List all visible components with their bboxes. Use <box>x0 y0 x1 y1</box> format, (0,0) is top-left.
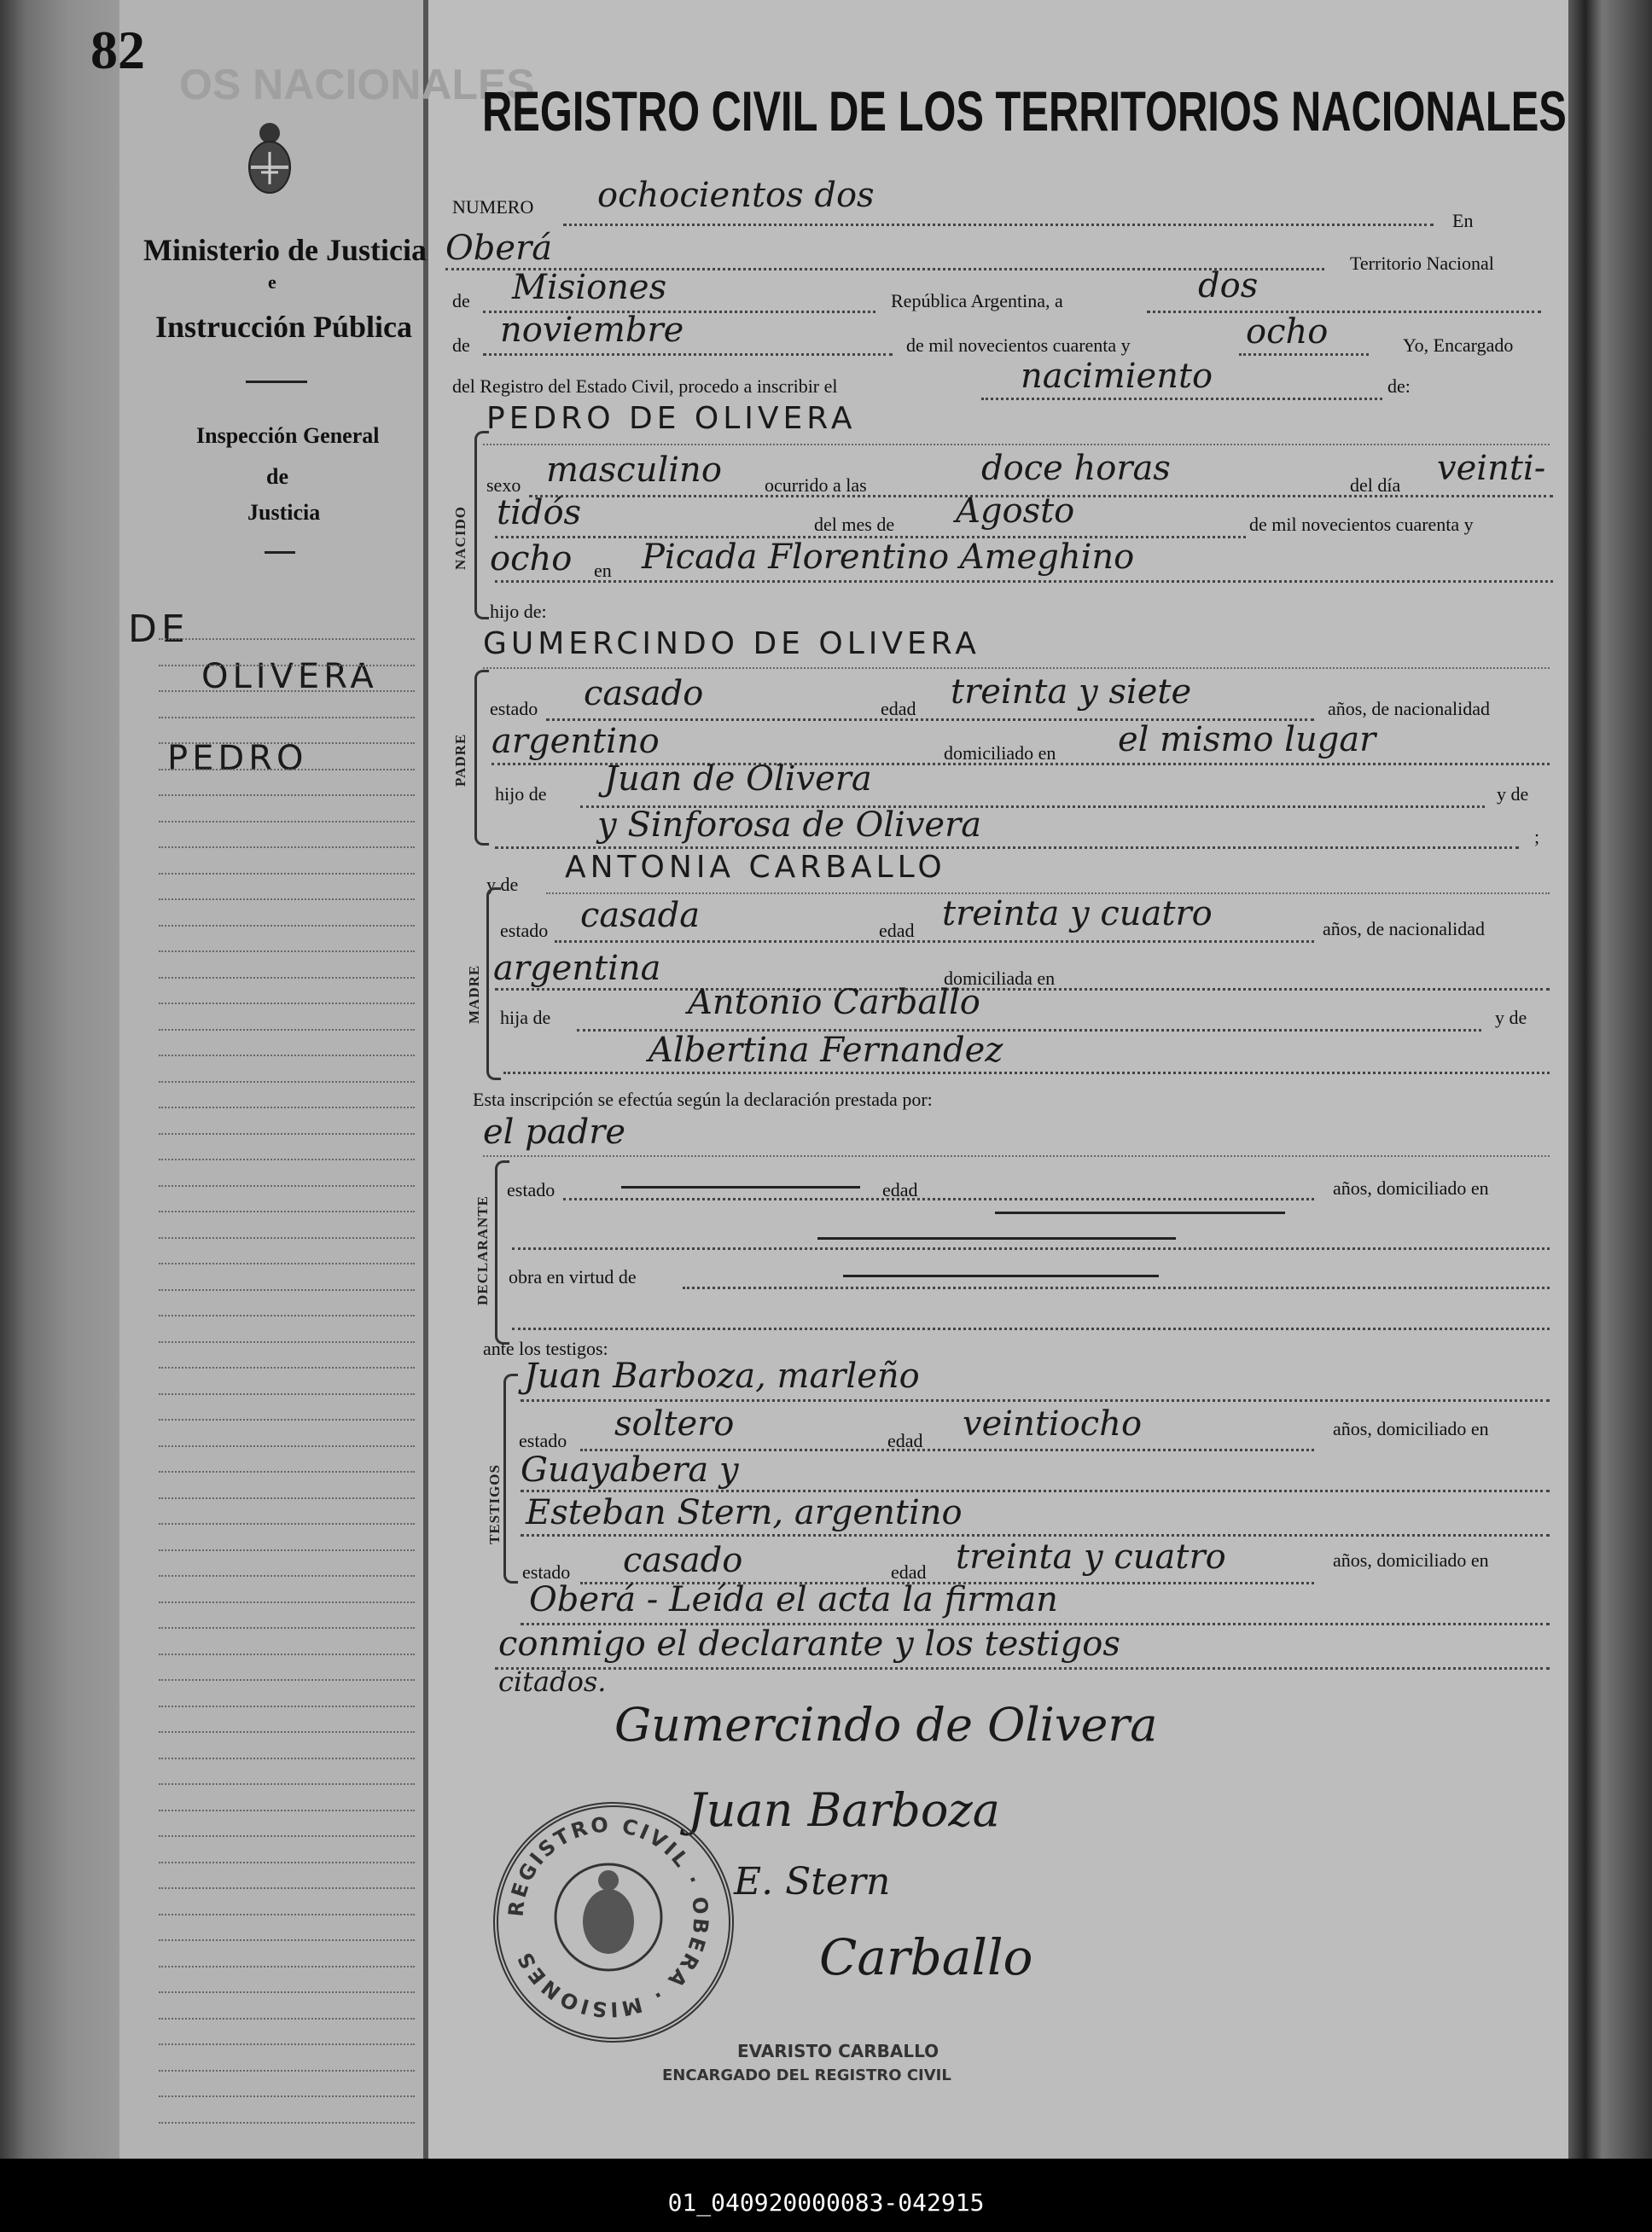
right-page-edges <box>1568 0 1652 2159</box>
madre-dom-label: domiciliada en <box>944 968 1056 989</box>
madre-side-label: MADRE <box>466 964 482 1024</box>
signature-testigo1: Juan Barboza <box>688 1783 1000 1837</box>
left-ruled-line <box>159 1627 415 1629</box>
padre-brace <box>474 670 489 846</box>
declarante-side-label: DECLARANTE <box>474 1194 491 1305</box>
testigo2-edad-value: treinta y cuatro <box>956 1537 1226 1577</box>
left-ruled-line <box>159 1549 415 1551</box>
index-entry-name: PEDRO <box>167 739 308 778</box>
left-ruled-line <box>159 1237 415 1239</box>
index-entry-de: DE <box>128 607 189 651</box>
testigo1-estado-label: estado <box>519 1430 567 1451</box>
closing-line1: Oberá - Leída el acta la firman <box>529 1580 1058 1619</box>
declarante-extra-line <box>512 1328 1550 1330</box>
left-ruled-line <box>159 1835 415 1837</box>
testigos-brace <box>503 1374 518 1584</box>
testigo2-dom-label: años, domiciliado en <box>1333 1549 1489 1571</box>
obra-label: obra en virtud de <box>509 1266 637 1287</box>
lugar-value: Picada Florentino Ameghino <box>642 538 1135 577</box>
padre-madre-line <box>495 846 1519 849</box>
left-ruled-line <box>159 1991 415 1993</box>
testigo1-dom-value: Guayabera y <box>521 1450 739 1490</box>
left-ruled-line <box>159 1862 415 1863</box>
nacido-brace <box>474 431 489 619</box>
left-ruled-line <box>159 1783 415 1785</box>
left-ruled-line <box>159 1055 415 1056</box>
testigo1-dom-label: años, domiciliado en <box>1333 1418 1489 1439</box>
left-ruled-line <box>159 1133 415 1135</box>
declarante-value: el padre <box>483 1113 626 1152</box>
hijo-label: hijo de: <box>490 601 547 622</box>
nacido-side-label: NACIDO <box>452 506 468 570</box>
madre-hija-label: hija de <box>500 1007 551 1028</box>
left-ruled-line <box>159 2018 415 2020</box>
father-name-line <box>483 667 1550 669</box>
declarante-estado-label: estado <box>507 1179 556 1200</box>
ante-testigos-label: ante los testigos: <box>483 1338 608 1359</box>
padre-nac-label: años, de nacionalidad <box>1328 698 1490 719</box>
act-line <box>981 398 1382 400</box>
left-divider <box>246 381 307 383</box>
month-line <box>483 353 893 356</box>
testigo2-edad-label: edad <box>891 1561 927 1583</box>
left-ruled-line <box>159 1601 415 1603</box>
left-ruled-line <box>159 1367 415 1369</box>
closing-line2-rule <box>495 1667 1550 1670</box>
left-ruled-line <box>159 2095 415 2097</box>
padre-side-label: PADRE <box>452 733 468 787</box>
year-line <box>1239 353 1369 356</box>
padre-estado-label: estado <box>490 698 538 719</box>
sexo-value: masculino <box>546 450 722 490</box>
left-ruled-line <box>159 769 415 770</box>
en-label: En <box>1452 210 1474 231</box>
month-de-label: de <box>452 334 470 356</box>
ministry-e: e <box>268 271 276 293</box>
ministry-line1: Ministerio de Justicia <box>143 233 427 267</box>
madre-yde-label: y de <box>486 874 519 895</box>
declarante-estado-dash <box>621 1186 860 1189</box>
registro-label: del Registro del Estado Civil, procedo a inscribir el <box>452 375 838 397</box>
madre-estado-line <box>555 940 1314 943</box>
left-ruled-line <box>159 1679 415 1681</box>
year-label: de mil novecientos cuarenta y <box>906 334 1131 356</box>
testigo1-edad-value: veintiocho <box>963 1404 1143 1444</box>
left-ruled-line <box>159 925 415 927</box>
testigo2-value: Esteban Stern, argentino <box>526 1493 963 1532</box>
coat-of-arms-icon <box>246 118 294 196</box>
testigo2-line <box>521 1534 1550 1537</box>
madre-estado-label: estado <box>500 920 549 941</box>
left-ruled-line <box>159 1341 415 1343</box>
left-ruled-line <box>159 665 415 666</box>
day-line <box>1147 311 1541 313</box>
left-ruled-line <box>159 1523 415 1525</box>
madre-nac-line <box>495 988 1550 991</box>
left-ruled-line <box>159 1731 415 1733</box>
dia-label: del día <box>1350 474 1401 496</box>
month-value: noviembre <box>500 311 684 350</box>
left-ruled-line <box>159 1419 415 1421</box>
dia-value: veinti- <box>1437 449 1546 488</box>
nacido-year-label: de mil novecientos cuarenta y <box>1249 514 1474 535</box>
mes-value: Agosto <box>956 491 1075 531</box>
left-ruled-line <box>159 2122 415 2124</box>
signature-testigo2: E. Stern <box>734 1860 891 1904</box>
territorio-label: Territorio Nacional <box>1350 253 1494 274</box>
left-ruled-line <box>159 873 415 875</box>
republica-label: República Argentina, a <box>891 290 1063 311</box>
sexo-label: sexo <box>486 474 521 496</box>
document-title: REGISTRO CIVIL DE LOS TERRITORIOS NACIONALES <box>482 79 1567 142</box>
child-name-line <box>483 444 1550 445</box>
mes-label: del mes de <box>814 514 895 535</box>
signature-declarante: Gumercindo de Olivera <box>614 1698 1158 1752</box>
testigo1-line <box>521 1399 1550 1402</box>
padre-hijo-label: hijo de <box>495 783 547 805</box>
declarante-dom-label: años, domiciliado en <box>1333 1177 1489 1199</box>
left-ruled-line <box>159 1107 415 1108</box>
testigo2-estado-label: estado <box>522 1561 571 1583</box>
left-ruled-line <box>159 977 415 979</box>
mother-name-value: ANTONIA CARBALLO <box>565 850 946 885</box>
inspection-line2: de <box>266 464 288 489</box>
padre-hijo-value: Juan de Olivera <box>604 759 872 799</box>
left-ruled-line <box>159 1575 415 1577</box>
left-ruled-line <box>159 742 415 744</box>
left-ruled-line <box>159 1289 415 1291</box>
territory-value: Misiones <box>512 268 667 307</box>
padre-edad-label: edad <box>881 698 916 719</box>
left-ruled-line <box>159 1471 415 1473</box>
left-ruled-line <box>159 717 415 718</box>
left-ruled-line <box>159 1758 415 1759</box>
de-colon-label: de: <box>1387 375 1411 397</box>
officer-name: EVARISTO CARBALLO <box>737 2041 939 2061</box>
numero-label: NUMERO <box>452 196 534 218</box>
declarante-dom-dash <box>817 1237 1176 1240</box>
place-value: Oberá <box>445 229 553 268</box>
nacido-year-value: ocho <box>490 539 573 578</box>
left-ruled-line <box>159 1939 415 1941</box>
obra-dash <box>843 1275 1159 1277</box>
left-ruled-line <box>159 1185 415 1187</box>
padre-madre-value: y Sinforosa de Olivera <box>597 805 982 845</box>
child-name-value: PEDRO DE OLIVERA <box>486 401 857 436</box>
madre-estado-value: casada <box>580 896 701 935</box>
declarante-dom-line <box>512 1247 1550 1250</box>
left-ruled-line <box>159 1003 415 1004</box>
numero-line <box>563 224 1434 226</box>
testigos-side-label: TESTIGOS <box>486 1464 503 1544</box>
madre-edad-label: edad <box>879 920 915 941</box>
madre-edad-value: treinta y cuatro <box>942 894 1213 933</box>
madre-hija-value: Antonio Carballo <box>688 983 980 1022</box>
declarante-edad-dash <box>995 1212 1285 1214</box>
inspection-line3: Justicia <box>247 500 321 525</box>
dia-value-cont: tidós <box>497 493 582 532</box>
hora-value: doce horas <box>981 449 1171 488</box>
inspection-line1: Inspección General <box>196 423 380 448</box>
left-ruled-line <box>159 1706 415 1707</box>
book-page-edges <box>0 0 119 2159</box>
left-ruled-line <box>159 638 415 640</box>
left-ruled-line <box>159 1914 415 1915</box>
declarante-line <box>483 1155 1550 1157</box>
left-ruled-line <box>159 1810 415 1811</box>
ministry-line2: Instrucción Pública <box>155 310 413 344</box>
padre-estado-value: casado <box>584 674 704 713</box>
stamp-arc-text: REGISTRO CIVIL · OBERA · MISIONES <box>503 1812 713 2022</box>
padre-dom-value: el mismo lugar <box>1118 720 1376 759</box>
left-ruled-line <box>159 1497 415 1499</box>
testigo2-estado-value: casado <box>623 1541 743 1580</box>
madre-madre-value: Albertina Fernandez <box>649 1031 1003 1070</box>
testigo1-value: Juan Barboza, marleño <box>524 1357 920 1396</box>
padre-semicolon: ; <box>1534 826 1540 847</box>
left-ruled-line <box>159 1315 415 1317</box>
index-entry-surname: OLIVERA <box>201 657 378 696</box>
left-ruled-line <box>159 1263 415 1264</box>
obra-line <box>683 1287 1550 1289</box>
testigo1-estado-value: soltero <box>614 1404 735 1444</box>
declarante-edad-label: edad <box>882 1179 918 1200</box>
left-ruled-line <box>159 1445 415 1447</box>
territory-de-label: de <box>452 290 470 311</box>
encargado-label: Yo, Encargado <box>1403 334 1514 356</box>
left-ruled-line <box>159 794 415 796</box>
padre-edad-value: treinta y siete <box>951 672 1192 712</box>
civil-registry-stamp <box>493 1802 734 2043</box>
numero-value: ochocientos dos <box>597 176 875 215</box>
father-name-value: GUMERCINDO DE OLIVERA <box>483 626 980 661</box>
nacido-en-label: en <box>594 560 612 581</box>
image-caption: 01_040920000083-042915 <box>667 2188 985 2217</box>
left-ruled-line <box>159 690 415 692</box>
left-ruled-line <box>159 1887 415 1889</box>
day-value: dos <box>1198 266 1259 305</box>
left-ruled-line <box>159 1211 415 1212</box>
madre-yde2-label: y de <box>1495 1007 1527 1028</box>
left-ruled-line <box>159 1081 415 1083</box>
left-ruled-line <box>159 1654 415 1655</box>
left-divider-small <box>265 551 295 554</box>
left-ruled-line <box>159 1159 415 1160</box>
closing-line2: conmigo el declarante y los testigos <box>498 1625 1120 1664</box>
page-number: 82 <box>90 20 145 80</box>
testigo1-edad-label: edad <box>887 1430 923 1451</box>
declarante-estado-line <box>563 1198 1314 1200</box>
left-ruled-line <box>159 2070 415 2072</box>
padre-nac-value: argentino <box>492 722 660 761</box>
ocurrido-label: ocurrido a las <box>765 474 867 496</box>
madre-nac-label: años, de nacionalidad <box>1323 918 1485 939</box>
left-ruled-line <box>159 898 415 900</box>
lugar-line <box>495 580 1553 583</box>
left-ruled-line <box>159 1966 415 1968</box>
madre-nac-value: argentina <box>493 949 661 988</box>
closing-line3: citados. <box>498 1665 607 1698</box>
signature-officer: Carballo <box>819 1928 1033 1986</box>
officer-title: ENCARGADO DEL REGISTRO CIVIL <box>662 2066 951 2084</box>
padre-dom-label: domiciliado en <box>944 742 1056 764</box>
testigo1-dom-line <box>521 1490 1550 1492</box>
left-ruled-line <box>159 846 415 848</box>
year-value: ocho <box>1246 312 1329 352</box>
ghost-header-text: OS NACIONALES <box>179 61 535 108</box>
left-ruled-line <box>159 1029 415 1031</box>
madre-madre-line <box>503 1072 1550 1074</box>
left-ruled-line <box>159 821 415 822</box>
act-value: nacimiento <box>1021 357 1213 396</box>
left-ruled-line <box>159 2043 415 2045</box>
padre-yde-label: y de <box>1497 783 1529 805</box>
left-ruled-line <box>159 950 415 952</box>
left-ruled-line <box>159 1393 415 1395</box>
declaracion-label: Esta inscripción se efectúa según la declaración prestada por: <box>473 1089 933 1110</box>
